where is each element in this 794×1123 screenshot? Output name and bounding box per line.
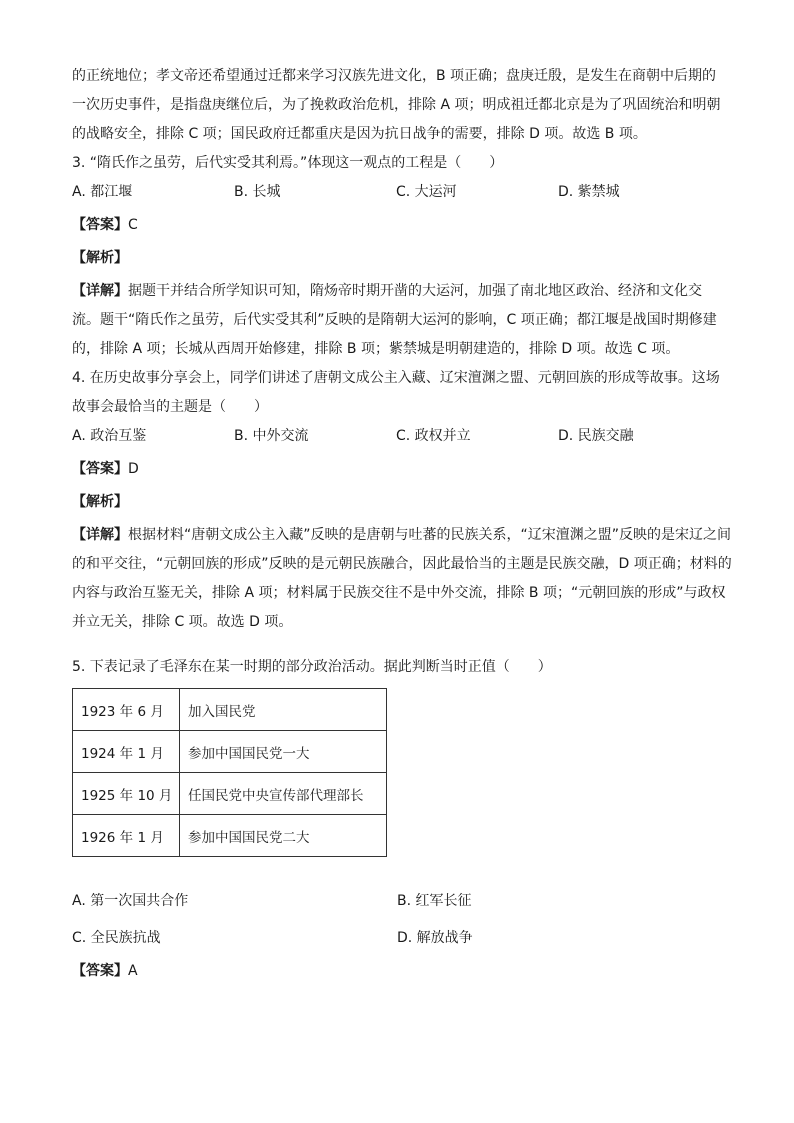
activity-table [72,688,387,857]
question-stem: 3. “隋氏作之虽劳，后代实受其利焉。”体现这一观点的工程是（ ） [72,155,504,171]
detail-line [72,521,732,550]
table-cell-date: 1925 年 10 月 [73,773,180,815]
table-row [73,731,387,773]
text-line: 的战略安全，排除 C 项；国民政府迁都重庆是因为抗日战争的需要，排除 D 项。故选 B 项。 [72,126,647,142]
text-line: 的正统地位；孝文帝还希望通过迁都来学习汉族先进文化，B 项正确；盘庚迁殷，是发生在商朝中后期的 [72,68,717,84]
table-cell-event: 参加中国国民党一大 [180,731,387,773]
question-4 [72,364,732,637]
question-stem: 5. 下表记录了毛泽东在某一时期的部分政治活动。据此判断当时正值（ ） [72,659,552,675]
detail-line: 的，排除 A 项；长城从西周开始修建，排除 B 项；紫禁城是明朝建造的，排除 D 项。故选 C 项。 [72,341,680,357]
option-a: A. 第一次国共合作 [72,893,189,909]
analysis-tag: 【解析】 [72,494,128,510]
question-stem: 4. 在历史故事分享会上，同学们讲述了唐朝文成公主入藏、辽宋澶渊之盟、元朝回族的形成等故事。这场 [72,370,720,386]
answer-line [72,455,724,484]
table-row [73,815,387,857]
answer-value: A [128,963,138,979]
option-list [72,178,724,207]
answer-line [72,957,724,986]
option-b: B. 红军长征 [397,893,472,909]
option-b: B. 中外交流 [234,428,309,444]
question-5 [72,653,724,986]
detail-line [72,277,724,306]
table-cell-date: 1926 年 1 月 [73,815,180,857]
answer-tag: 【答案】 [72,963,128,979]
detail-text: 根据材料“唐朝文成公主入藏”反映的是唐朝与吐蕃的民族关系，“辽宋澶渊之盟”反映的是宋辽之间 [128,527,732,543]
table-row [73,773,387,815]
intro-paragraph [72,62,724,149]
text-line: 一次历史事件，是指盘庚继位后，为了挽救政治危机，排除 A 项；明成祖迁都北京是为了巩固统治和明朝 [72,97,721,113]
table-cell-date: 1924 年 1 月 [73,731,180,773]
detail-tag: 【详解】 [72,283,128,299]
answer-tag: 【答案】 [72,217,128,233]
option-c: C. 全民族抗战 [72,930,161,946]
option-d: D. 民族交融 [558,428,634,444]
answer-value: D [128,461,139,477]
detail-line: 并立无关，排除 C 项。故选 D 项。 [72,614,293,630]
analysis-tag: 【解析】 [72,250,128,266]
option-c: C. 大运河 [396,184,457,200]
question-3 [72,149,724,364]
option-d: D. 紫禁城 [558,184,620,200]
option-a: A. 政治互鉴 [72,428,147,444]
question-stem: 故事会最恰当的主题是（ ） [72,399,268,415]
document-page [72,62,732,986]
option-c: C. 政权并立 [396,428,471,444]
table-row [73,689,387,731]
detail-line: 的和平交往，“元朝回族的形成”反映的是元朝民族融合，因此最恰当的主题是民族交融，D 项正确；材料的 [72,556,732,572]
option-d: D. 解放战争 [397,930,473,946]
option-list [72,422,724,451]
answer-tag: 【答案】 [72,461,128,477]
table-cell-event: 加入国民党 [180,689,387,731]
detail-text: 据题干并结合所学知识可知，隋炀帝时期开凿的大运河，加强了南北地区政治、经济和文化交 [128,283,702,299]
answer-value: C [128,217,138,233]
option-a: A. 都江堰 [72,184,133,200]
detail-line: 内容与政治互鉴无关，排除 A 项；材料属于民族交往不是中外交流，排除 B 项；“元朝回族的形成”与政权 [72,585,726,601]
detail-tag: 【详解】 [72,527,128,543]
table-cell-event: 任国民党中央宣传部代理部长 [180,773,387,815]
option-list [72,887,724,916]
detail-line: 流。题干“隋氏作之虽劳，后代实受其利”反映的是隋朝大运河的影响，C 项正确；都江堰是战国时期修建 [72,312,717,328]
table-cell-event: 参加中国国民党二大 [180,815,387,857]
option-b: B. 长城 [234,184,281,200]
option-list [72,924,724,953]
answer-line [72,211,724,240]
table-cell-date: 1923 年 6 月 [73,689,180,731]
